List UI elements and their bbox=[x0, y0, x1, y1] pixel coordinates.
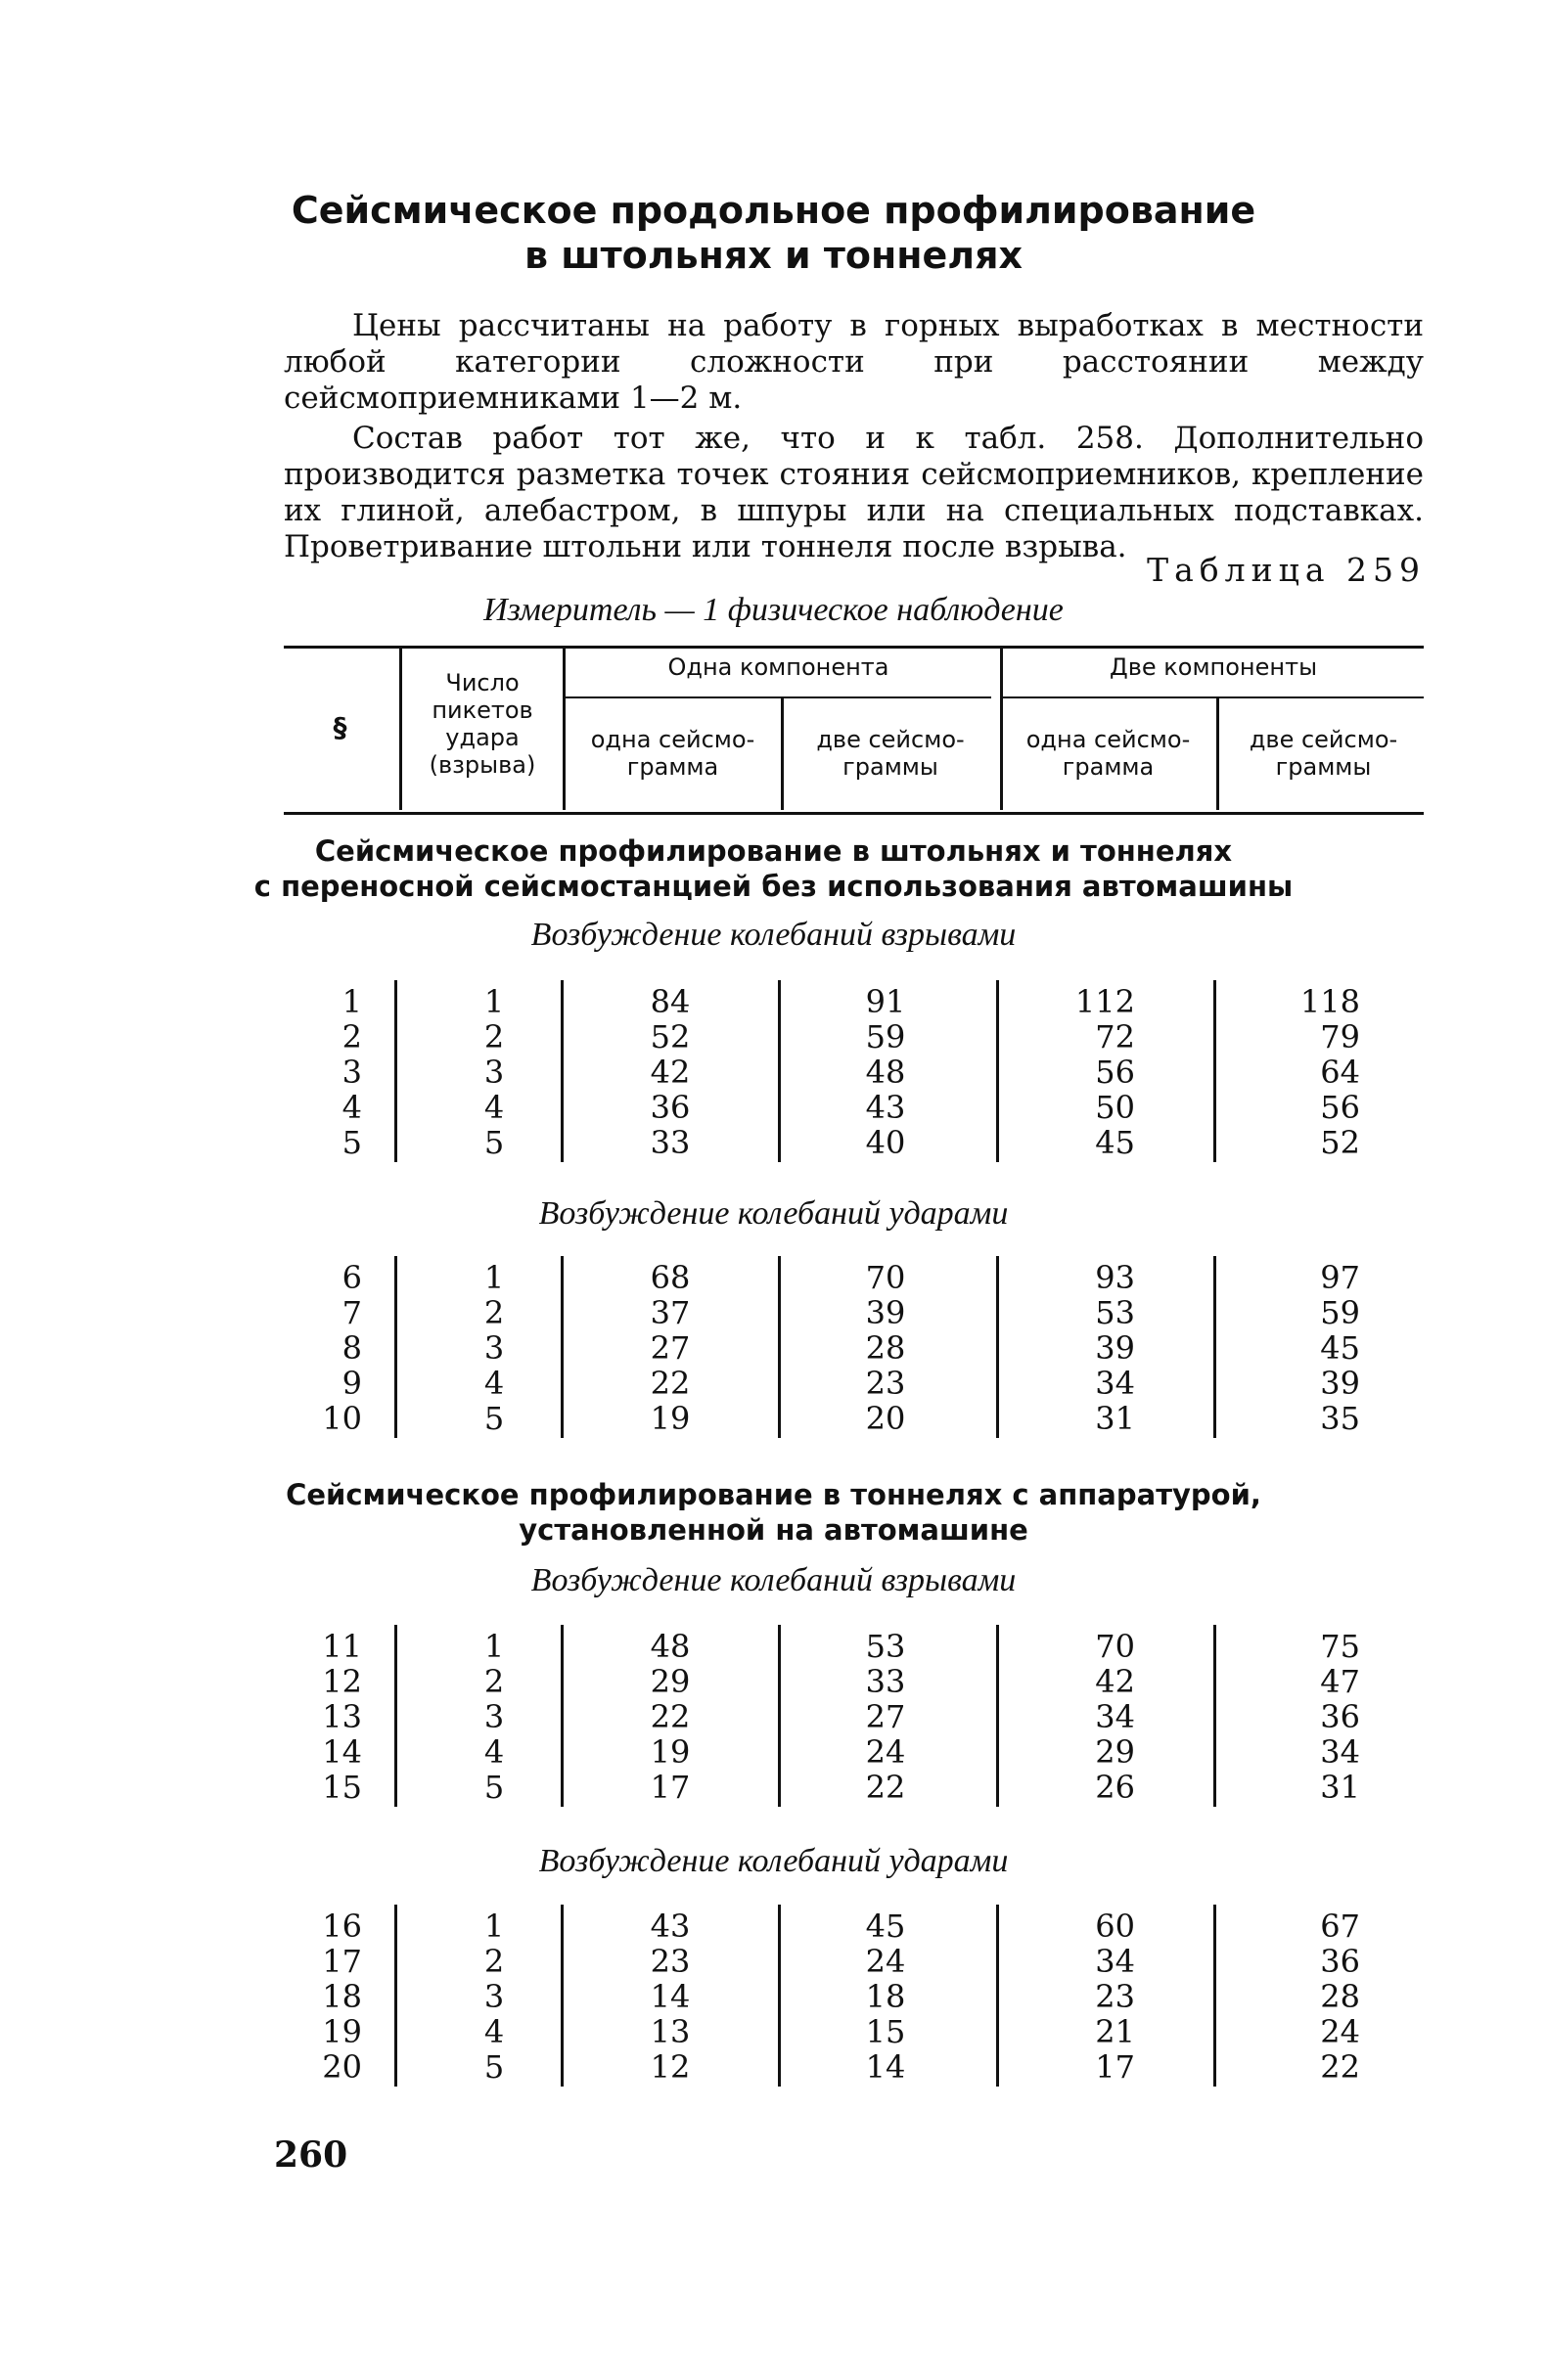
cell-two-comp-two-seismograms: 97 bbox=[1320, 1259, 1360, 1296]
column-divider bbox=[394, 980, 397, 1162]
cell-one-comp-two-seismograms: 43 bbox=[865, 1089, 906, 1126]
cell-one-comp-one-seismogram: 27 bbox=[650, 1329, 691, 1367]
cell-pickets: 4 bbox=[483, 1733, 505, 1771]
cell-two-comp-two-seismograms: 28 bbox=[1320, 1978, 1360, 2015]
cell-one-comp-one-seismogram: 68 bbox=[650, 1259, 691, 1296]
column-divider bbox=[394, 1905, 397, 2087]
cell-two-comp-one-seismogram: 34 bbox=[1095, 1365, 1135, 1402]
header-one-comp-two-seismograms: две сейсмо-граммы bbox=[816, 726, 965, 781]
header-pickets: Число пикетов удара (взрыва) bbox=[429, 669, 536, 779]
group-subtitle: Возбуждение колебаний ударами bbox=[538, 1195, 1009, 1232]
header-bottom-rule bbox=[284, 812, 1424, 815]
table-row bbox=[284, 1770, 1424, 1805]
intro-paragraph-2: Состав работ тот же, что и к табл. 258. Дополнительно производится разметка точек стояния сейсмоприемников, крепление их глиной, алебастром, в шпуры или на специальных подставках. Проветривание штольни или тоннеля после взрыва. bbox=[284, 421, 1424, 564]
cell-pickets: 1 bbox=[483, 1259, 505, 1296]
column-divider bbox=[996, 1256, 999, 1438]
table-row bbox=[284, 1979, 1424, 2014]
cell-one-comp-two-seismograms: 53 bbox=[865, 1628, 906, 1665]
column-divider bbox=[778, 1905, 781, 2087]
cell-two-comp-two-seismograms: 31 bbox=[1320, 1769, 1360, 1806]
group-subtitle: Возбуждение колебаний ударами bbox=[538, 1843, 1009, 1879]
cell-pickets: 3 bbox=[483, 1054, 505, 1091]
table-number: Таблица 259 bbox=[1147, 551, 1426, 589]
cell-two-comp-two-seismograms: 52 bbox=[1320, 1124, 1360, 1161]
header-one-component-rule bbox=[566, 696, 991, 698]
cell-pickets: 5 bbox=[483, 2048, 505, 2086]
cell-two-comp-one-seismogram: 34 bbox=[1095, 1698, 1135, 1735]
table-row bbox=[284, 1125, 1424, 1160]
cell-one-comp-one-seismogram: 23 bbox=[650, 1943, 691, 1980]
cell-two-comp-two-seismograms: 36 bbox=[1320, 1698, 1360, 1735]
cell-one-comp-one-seismogram: 13 bbox=[650, 2013, 691, 2050]
cell-two-comp-two-seismograms: 79 bbox=[1320, 1018, 1360, 1055]
section-1-title-line-1: Сейсмическое профилирование в штольнях и тоннелях bbox=[314, 834, 1233, 868]
cell-one-comp-two-seismograms: 40 bbox=[865, 1124, 906, 1161]
table-row bbox=[284, 2014, 1424, 2049]
cell-row-number: 12 bbox=[322, 1663, 362, 1700]
cell-row-number: 18 bbox=[322, 1978, 362, 2015]
cell-two-comp-one-seismogram: 93 bbox=[1095, 1259, 1135, 1296]
cell-two-comp-one-seismogram: 26 bbox=[1095, 1769, 1135, 1806]
cell-one-comp-one-seismogram: 22 bbox=[650, 1698, 691, 1735]
cell-row-number: 13 bbox=[322, 1698, 362, 1735]
cell-two-comp-two-seismograms: 39 bbox=[1320, 1365, 1360, 1402]
column-divider bbox=[1213, 1905, 1216, 2087]
cell-row-number: 14 bbox=[322, 1733, 362, 1771]
cell-two-comp-one-seismogram: 112 bbox=[1074, 983, 1135, 1020]
header-divider-1 bbox=[399, 649, 402, 810]
cell-two-comp-two-seismograms: 36 bbox=[1320, 1943, 1360, 1980]
cell-row-number: 2 bbox=[341, 1018, 362, 1055]
table-row bbox=[284, 1908, 1424, 1944]
column-divider bbox=[561, 1905, 564, 2087]
cell-pickets: 5 bbox=[483, 1769, 505, 1806]
cell-one-comp-two-seismograms: 45 bbox=[865, 1908, 906, 1945]
cell-row-number: 6 bbox=[341, 1259, 362, 1296]
cell-pickets: 3 bbox=[483, 1329, 505, 1367]
cell-one-comp-two-seismograms: 70 bbox=[865, 1259, 906, 1296]
cell-pickets: 1 bbox=[483, 1628, 505, 1665]
cell-one-comp-two-seismograms: 91 bbox=[865, 983, 906, 1020]
column-divider bbox=[778, 1256, 781, 1438]
cell-one-comp-two-seismograms: 28 bbox=[865, 1329, 906, 1367]
column-divider bbox=[996, 1625, 999, 1807]
cell-two-comp-one-seismogram: 31 bbox=[1095, 1400, 1135, 1437]
cell-two-comp-two-seismograms: 118 bbox=[1299, 983, 1360, 1020]
cell-two-comp-one-seismogram: 53 bbox=[1095, 1294, 1135, 1331]
column-divider bbox=[1213, 1256, 1216, 1438]
cell-one-comp-one-seismogram: 12 bbox=[650, 2048, 691, 2086]
cell-one-comp-one-seismogram: 52 bbox=[650, 1018, 691, 1055]
cell-two-comp-one-seismogram: 34 bbox=[1095, 1943, 1135, 1980]
cell-one-comp-two-seismograms: 48 bbox=[865, 1054, 906, 1091]
cell-row-number: 16 bbox=[322, 1908, 362, 1945]
header-two-comp-one-seismogram: одна сейсмо-грамма bbox=[1025, 726, 1191, 781]
cell-one-comp-one-seismogram: 42 bbox=[650, 1054, 691, 1091]
table-row bbox=[284, 984, 1424, 1019]
cell-pickets: 2 bbox=[483, 1943, 505, 1980]
column-divider bbox=[996, 980, 999, 1162]
table-measure: Измеритель — 1 физическое наблюдение bbox=[483, 592, 1064, 628]
cell-row-number: 4 bbox=[341, 1089, 362, 1126]
cell-one-comp-two-seismograms: 15 bbox=[865, 2013, 906, 2050]
cell-row-number: 1 bbox=[341, 983, 362, 1020]
table-row bbox=[284, 2049, 1424, 2085]
cell-row-number: 7 bbox=[341, 1294, 362, 1331]
cell-row-number: 9 bbox=[341, 1365, 362, 1402]
section-1-title-line-2: с переносной сейсмостанцией без использования автомашины bbox=[253, 870, 1294, 903]
table-row bbox=[284, 1295, 1424, 1330]
cell-one-comp-one-seismogram: 19 bbox=[650, 1400, 691, 1437]
column-divider bbox=[996, 1905, 999, 2087]
cell-row-number: 17 bbox=[322, 1943, 362, 1980]
cell-two-comp-two-seismograms: 34 bbox=[1320, 1733, 1360, 1771]
header-two-comp-two-seismograms: две сейсмо-граммы bbox=[1249, 726, 1398, 781]
cell-one-comp-two-seismograms: 22 bbox=[865, 1769, 906, 1806]
cell-two-comp-two-seismograms: 56 bbox=[1320, 1089, 1360, 1126]
cell-one-comp-two-seismograms: 23 bbox=[865, 1365, 906, 1402]
cell-two-comp-one-seismogram: 39 bbox=[1095, 1329, 1135, 1367]
cell-row-number: 10 bbox=[322, 1400, 362, 1437]
column-divider bbox=[778, 1625, 781, 1807]
section-2-title-line-1: Сейсмическое профилирование в тоннелях с аппаратурой, bbox=[286, 1478, 1261, 1511]
cell-two-comp-one-seismogram: 29 bbox=[1095, 1733, 1135, 1771]
cell-row-number: 3 bbox=[341, 1054, 362, 1091]
cell-pickets: 4 bbox=[483, 2013, 505, 2050]
table-row bbox=[284, 1055, 1424, 1090]
cell-pickets: 5 bbox=[483, 1124, 505, 1161]
cell-one-comp-one-seismogram: 48 bbox=[650, 1628, 691, 1665]
intro-text bbox=[284, 308, 1424, 565]
section-2-title-line-2: установленной на автомашине bbox=[519, 1513, 1028, 1547]
column-divider bbox=[394, 1625, 397, 1807]
cell-two-comp-one-seismogram: 23 bbox=[1095, 1978, 1135, 2015]
column-divider bbox=[561, 1256, 564, 1438]
cell-one-comp-one-seismogram: 14 bbox=[650, 1978, 691, 2015]
cell-one-comp-one-seismogram: 84 bbox=[650, 983, 691, 1020]
group-subtitle: Возбуждение колебаний взрывами bbox=[530, 917, 1017, 953]
page-title-line-2: в штольнях и тоннелях bbox=[523, 234, 1024, 277]
cell-one-comp-two-seismograms: 18 bbox=[865, 1978, 906, 2015]
cell-two-comp-two-seismograms: 67 bbox=[1320, 1908, 1360, 1945]
cell-one-comp-two-seismograms: 24 bbox=[865, 1943, 906, 1980]
cell-pickets: 3 bbox=[483, 1978, 505, 2015]
column-divider bbox=[778, 980, 781, 1162]
table-row bbox=[284, 1699, 1424, 1734]
header-divider-3 bbox=[781, 698, 784, 810]
cell-one-comp-two-seismograms: 39 bbox=[865, 1294, 906, 1331]
cell-two-comp-two-seismograms: 22 bbox=[1320, 2048, 1360, 2086]
cell-row-number: 8 bbox=[341, 1329, 362, 1367]
cell-one-comp-two-seismograms: 24 bbox=[865, 1733, 906, 1771]
cell-two-comp-two-seismograms: 35 bbox=[1320, 1400, 1360, 1437]
cell-one-comp-one-seismogram: 19 bbox=[650, 1733, 691, 1771]
cell-pickets: 4 bbox=[483, 1365, 505, 1402]
cell-two-comp-two-seismograms: 45 bbox=[1320, 1329, 1360, 1367]
cell-row-number: 5 bbox=[341, 1124, 362, 1161]
cell-pickets: 4 bbox=[483, 1089, 505, 1126]
cell-one-comp-one-seismogram: 43 bbox=[650, 1908, 691, 1945]
cell-one-comp-one-seismogram: 37 bbox=[650, 1294, 691, 1331]
table-row bbox=[284, 1734, 1424, 1770]
header-one-component: Одна компонента bbox=[667, 653, 889, 681]
page-number: 260 bbox=[274, 2134, 348, 2176]
cell-one-comp-two-seismograms: 33 bbox=[865, 1663, 906, 1700]
cell-pickets: 1 bbox=[483, 983, 505, 1020]
cell-row-number: 20 bbox=[322, 2048, 362, 2086]
cell-two-comp-one-seismogram: 72 bbox=[1095, 1018, 1135, 1055]
cell-two-comp-two-seismograms: 24 bbox=[1320, 2013, 1360, 2050]
column-divider bbox=[561, 980, 564, 1162]
header-divider-5 bbox=[1216, 698, 1219, 810]
table-row bbox=[284, 1366, 1424, 1401]
cell-two-comp-one-seismogram: 42 bbox=[1095, 1663, 1135, 1700]
cell-pickets: 3 bbox=[483, 1698, 505, 1735]
intro-paragraph-1: Цены рассчитаны на работу в горных выработках в местности любой категории сложности при расстоянии между сейсмоприемниками 1—2 м. bbox=[284, 308, 1424, 416]
header-section-symbol: § bbox=[333, 711, 347, 743]
cell-one-comp-two-seismograms: 14 bbox=[865, 2048, 906, 2086]
cell-two-comp-one-seismogram: 50 bbox=[1095, 1089, 1135, 1126]
group-subtitle: Возбуждение колебаний взрывами bbox=[530, 1562, 1017, 1598]
column-divider bbox=[561, 1625, 564, 1807]
table-row bbox=[284, 1260, 1424, 1295]
table-row bbox=[284, 1019, 1424, 1055]
cell-one-comp-one-seismogram: 22 bbox=[650, 1365, 691, 1402]
cell-pickets: 1 bbox=[483, 1908, 505, 1945]
header-two-components-rule bbox=[1003, 696, 1424, 698]
cell-row-number: 11 bbox=[322, 1628, 362, 1665]
page-title-line-1: Сейсмическое продольное профилирование bbox=[291, 189, 1256, 232]
column-divider bbox=[1213, 980, 1216, 1162]
cell-pickets: 2 bbox=[483, 1018, 505, 1055]
header-one-comp-one-seismogram: одна сейсмо-грамма bbox=[590, 726, 755, 781]
header-top-rule bbox=[284, 646, 1424, 649]
table-row bbox=[284, 1629, 1424, 1664]
cell-two-comp-one-seismogram: 56 bbox=[1095, 1054, 1135, 1091]
cell-pickets: 2 bbox=[483, 1294, 505, 1331]
cell-one-comp-one-seismogram: 29 bbox=[650, 1663, 691, 1700]
table-row bbox=[284, 1664, 1424, 1699]
column-divider bbox=[1213, 1625, 1216, 1807]
cell-two-comp-two-seismograms: 59 bbox=[1320, 1294, 1360, 1331]
cell-pickets: 5 bbox=[483, 1400, 505, 1437]
cell-row-number: 15 bbox=[322, 1769, 362, 1806]
table-row bbox=[284, 1330, 1424, 1366]
column-divider bbox=[394, 1256, 397, 1438]
cell-two-comp-one-seismogram: 60 bbox=[1095, 1908, 1135, 1945]
cell-two-comp-one-seismogram: 45 bbox=[1095, 1124, 1135, 1161]
table-row bbox=[284, 1401, 1424, 1436]
cell-one-comp-one-seismogram: 17 bbox=[650, 1769, 691, 1806]
cell-one-comp-two-seismograms: 59 bbox=[865, 1018, 906, 1055]
cell-two-comp-two-seismograms: 75 bbox=[1320, 1628, 1360, 1665]
table-row bbox=[284, 1944, 1424, 1979]
cell-row-number: 19 bbox=[322, 2013, 362, 2050]
table-row bbox=[284, 1090, 1424, 1125]
header-two-components: Две компоненты bbox=[1109, 653, 1318, 681]
cell-two-comp-one-seismogram: 70 bbox=[1095, 1628, 1135, 1665]
cell-one-comp-two-seismograms: 20 bbox=[865, 1400, 906, 1437]
cell-one-comp-one-seismogram: 33 bbox=[650, 1124, 691, 1161]
cell-pickets: 2 bbox=[483, 1663, 505, 1700]
cell-two-comp-two-seismograms: 64 bbox=[1320, 1054, 1360, 1091]
cell-two-comp-one-seismogram: 17 bbox=[1095, 2048, 1135, 2086]
cell-one-comp-two-seismograms: 27 bbox=[865, 1698, 906, 1735]
cell-two-comp-two-seismograms: 47 bbox=[1320, 1663, 1360, 1700]
cell-two-comp-one-seismogram: 21 bbox=[1095, 2013, 1135, 2050]
cell-one-comp-one-seismogram: 36 bbox=[650, 1089, 691, 1126]
